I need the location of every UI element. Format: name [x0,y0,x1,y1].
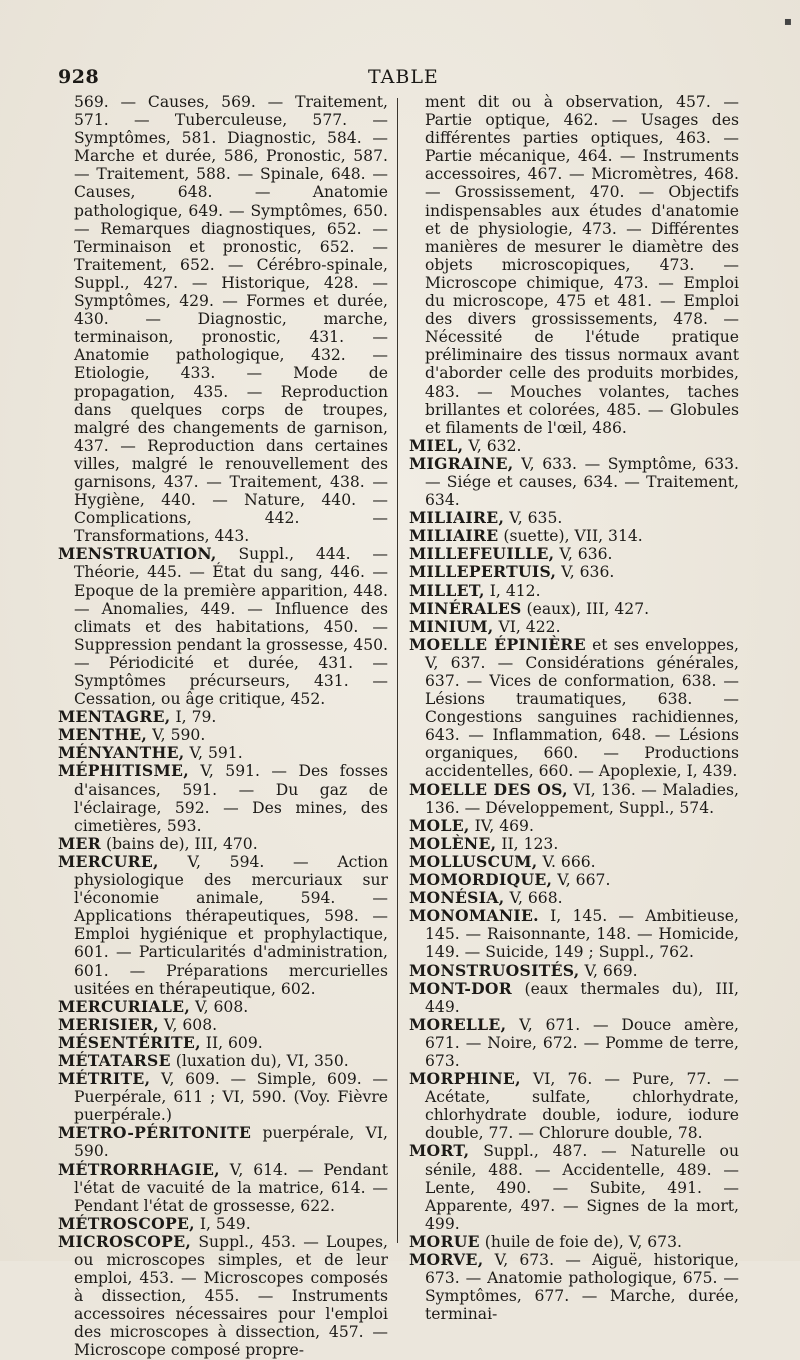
entry-headword: MERCURE, [58,851,159,871]
index-entry [409,93,739,437]
entry-text: VI, 136. — Maladies, 136. — Développement, Suppl., 574. [425,780,739,817]
entry-text: V, 635. [509,509,563,528]
entry-text: (luxation du), VI, 350. [175,1051,349,1070]
entry-text: V, 608. [163,1015,218,1034]
index-entry [58,853,388,998]
entry-text: VI, 422. [498,617,561,636]
index-entry [58,762,388,834]
entry-text: (bains de), III, 470. [105,834,258,853]
entry-headword: MER [58,833,102,853]
index-entry [409,600,739,618]
entry-text: Suppl., 444. — Théorie, 445. — État du sang, 446. — Epoque de la première apparition, 448. — Anomalies, 449. — Influence des climats et des habitations, 450. — Suppression pendant la grossesse, 450. — Périodicité et durée, 431. — Symptômes précurseurs, 431. — Cessation, ou âge critique, 452. [74,545,388,709]
entry-text: I, 549. [199,1214,251,1233]
index-entry [409,545,739,563]
entry-headword: MERCURIALE, [58,996,191,1016]
entry-text: (huile de foie de), V, 673. [484,1232,682,1251]
entry-text: V, 673. — Aiguë, historique, 673. — Anatomie pathologique, 675. — Symptômes, 677. — Marche, durée, terminai- [425,1251,739,1324]
entry-headword: MOLÈNE, [409,833,497,853]
entry-text: V, 632. [468,436,522,455]
entry-headword: MILIAIRE, [409,508,505,528]
entry-headword: MIGRAINE, [409,453,514,473]
entry-text: et ses enveloppes, V, 637. — Considérations générales, 637. — Vices de conformation, 638. — Lésions traumatiques, 638. — Congestions sanguines rachidiennes, 643. — Inflammation, 648. — Lésions organiques, 660. — Productions accidentelles, 660. — Apoplexie, I, 439. [425,635,739,781]
index-entry [409,1251,739,1323]
index-entry [58,1215,388,1233]
entry-headword: METRO-PÉRITONITE [58,1123,252,1143]
entry-text: VI, 76. — Pure, 77. — Acétate, sulfate, chlorhydrate, chlorhydrate double, iodure, iodure double, 77. — Chlorure double, 78. [425,1070,739,1143]
page-header [58,66,748,96]
entry-headword: MONÉSIA, [409,888,505,908]
entry-headword: MOLE, [409,815,470,835]
index-entry [58,1070,388,1124]
index-entry [58,726,388,744]
index-entry [409,781,739,817]
index-entry [409,980,739,1016]
index-entry [58,1124,388,1160]
entry-headword: MORPHINE, [409,1069,521,1089]
entry-text: (eaux), III, 427. [526,599,650,618]
index-entry [58,1052,388,1070]
entry-headword: MOLLUSCUM, [409,851,538,871]
entry-headword: MILIAIRE [409,526,499,546]
entry-headword: MILLEPERTUIS, [409,562,557,582]
entry-text: V, 636. [559,545,613,564]
entry-headword: MINIUM, [409,616,494,636]
index-entry [409,871,739,889]
index-entry [409,1016,739,1070]
column-divider [397,98,398,1243]
running-title: TABLE [368,66,439,88]
entry-text: V, 591. — Des fosses d'aisances, 591. — Du gaz de l'éclairage, 592. — Des mines, des cimetières, 593. [74,762,388,835]
entry-headword: MORT, [409,1141,470,1161]
entry-text: 569. — Causes, 569. — Traitement, 571. — Tuberculeuse, 577. — Symptômes, 581. Diagnostic, 584. — Marche et durée, 586, Pronostic, 587. — Traitement, 588. — Spinale, 648. — Causes, 648. — Anatomie pathologique, 649. — Symptômes, 650. — Remarques diagnostiques, 652. — Terminaison et pronostic, 652. — Traitement, 652. — Cérébro-spinale, Suppl., 427. — Historique, 428. — Symptômes, 429. — Formes et durée, 430. — Diagnostic, marche, terminaison, pronostic, 431. — Anatomie pathologique, 432. — Etiologie, 433. — Mode de propagation, 435. — Reproduction dans quelques corps de troupes, malgré des changements de garnison, 437. — Reproduction dans certaines villes, malgré le renouvellement des garnisons, 437. — Traitement, 438. — Hygiène, 440. — Nature, 440. — Complications, 442. — Transformations, 443. [74,93,388,546]
entry-text: V, 608. [195,997,249,1016]
entry-text: V, 590. [152,726,206,745]
entry-text: puerpérale, VI, 590. [74,1124,388,1161]
entry-headword: MENSTRUATION, [58,544,217,564]
entry-headword: MORVE, [409,1250,484,1269]
corner-mark: ▪ [783,14,792,28]
entry-text: V, 671. — Douce amère, 671. — Noire, 672. — Pomme de terre, 673. [425,1015,739,1070]
entry-text: V. 666. [542,852,596,871]
index-entry [58,835,388,853]
index-entry [58,744,388,762]
entry-text: V, 633. — Symptôme, 633. — Siége et causes, 634. — Traitement, 634. [425,454,739,510]
index-entry [409,1142,739,1232]
index-entry [409,636,739,781]
entry-headword: MERISIER, [58,1014,159,1034]
entry-text: V, 609. — Simple, 609. — Puerpérale, 611 ; VI, 590. (Voy. Fièvre puerpérale.) [74,1070,388,1125]
entry-headword: MÉTROSCOPE, [58,1213,195,1233]
entry-headword: MÉNYANTHE, [58,743,185,763]
entry-headword: MOELLE DES OS, [409,779,568,799]
entry-text: (eaux thermales du), III, 449. [425,979,739,1016]
index-entry [409,618,739,636]
entry-text: V, 594. — Action physiologique des mercuriaux sur l'économie animale, 594. — Applications thérapeutiques, 598. — Emploi hygiénique et prophylactique, 601. — Particularités d'administration, 601. — Préparations mercurielles usitées en thérapeutique, 602. [74,852,388,998]
entry-headword: MÉPHITISME, [58,761,189,781]
entry-headword: MILLET, [409,580,485,600]
index-entry [409,817,739,835]
entry-text: (suette), VII, 314. [503,527,643,546]
index-entry [409,437,739,455]
entry-headword: MONSTRUOSITÉS, [409,960,580,980]
entry-headword: MÉTRITE, [58,1069,151,1089]
entry-text: V, 668. [509,889,563,908]
index-entry [409,853,739,871]
entry-text: II, 609. [205,1033,263,1052]
entry-headword: MORUE [409,1231,480,1251]
index-entry [409,889,739,907]
index-entry [409,563,739,581]
index-entry [58,998,388,1016]
index-entry [409,907,739,961]
entry-headword: MOELLE ÉPINIÈRE [409,634,586,654]
index-entry [58,93,388,545]
entry-text: V, 591. [189,744,243,763]
index-entry [409,962,739,980]
entry-text: V, 667. [557,871,611,890]
entry-headword: MIEL, [409,435,464,455]
entry-headword: MÉSENTÉRITE, [58,1032,201,1052]
index-entry [58,1161,388,1215]
entry-text: I, 412. [489,581,541,600]
entry-headword: MOMORDIQUE, [409,870,553,890]
index-column-left [58,93,388,1360]
entry-text: V, 669. [584,961,638,980]
entry-headword: MÉTRORRHAGIE, [58,1159,220,1179]
entry-headword: MENTHE, [58,725,148,745]
index-entry [58,708,388,726]
entry-text: II, 123. [501,834,559,853]
index-entry [409,455,739,509]
index-column-right [409,93,739,1323]
entry-text: I, 79. [175,708,217,727]
entry-headword: MONT-DOR [409,978,513,998]
index-entry [58,1016,388,1034]
entry-text: ment dit ou à observation, 457. — Partie optique, 462. — Usages des différentes parties optiques, 463. — Partie mécanique, 464. — Instruments accessoires, 467. — Micromètres, 468. — Grossissement, 470. — Objectifs indispensables aux études d'anatomie et de physiologie, 473. — Différentes manières de mesurer le diamètre des objets microscopiques, 473. — Microscope chimique, 473. — Emploi du microscope, 475 et 481. — Emploi des divers grossissements, 478. — Nécessité de l'étude pratique préliminaire des tissus normaux avant d'aborder celle des produits morbides, 483. — Mouches volantes, taches brillantes et colorées, 485. — Globules et filaments de l'œil, 486. [425,93,739,437]
index-entry [58,1233,388,1360]
index-entry [409,582,739,600]
entry-headword: MILLEFEUILLE, [409,544,555,564]
entry-text: Suppl., 487. — Naturelle ou sénile, 488. — Accidentelle, 489. — Lente, 490. — Subite, 491. — Apparente, 497. — Signes de la mort, 499. [425,1142,739,1233]
index-entry [409,509,739,527]
entry-text: IV, 469. [474,816,534,835]
entry-text: I, 145. — Ambitieuse, 145. — Raisonnante, 148. — Homicide, 149. — Suicide, 149 ; Suppl., 762. [425,907,739,962]
index-entry [409,835,739,853]
entry-headword: MENTAGRE, [58,707,171,727]
entry-headword: MICROSCOPE, [58,1231,192,1251]
index-entry [409,527,739,545]
page-number: 928 [58,66,100,88]
entry-headword: MINÉRALES [409,598,522,618]
entry-headword: MORELLE, [409,1014,507,1034]
index-entry [58,545,388,708]
entry-headword: MÉTATARSE [58,1050,171,1070]
entry-text: Suppl., 453. — Loupes, ou microscopes simples, et de leur emploi, 453. — Microscopes composés à dissection, 455. — Instruments accessoires nécessaires pour l'emploi des microscopes à dissection, 457. — Microscope composé propre- [74,1232,388,1360]
entry-text: V, 614. — Pendant l'état de vacuité de la matrice, 614. — Pendant l'état de grossesse, 622. [74,1160,388,1215]
index-entry [58,1034,388,1052]
index-entry [409,1233,739,1251]
entry-headword: MONOMANIE. [409,906,539,926]
index-entry [409,1070,739,1142]
entry-text: V, 636. [561,563,615,582]
